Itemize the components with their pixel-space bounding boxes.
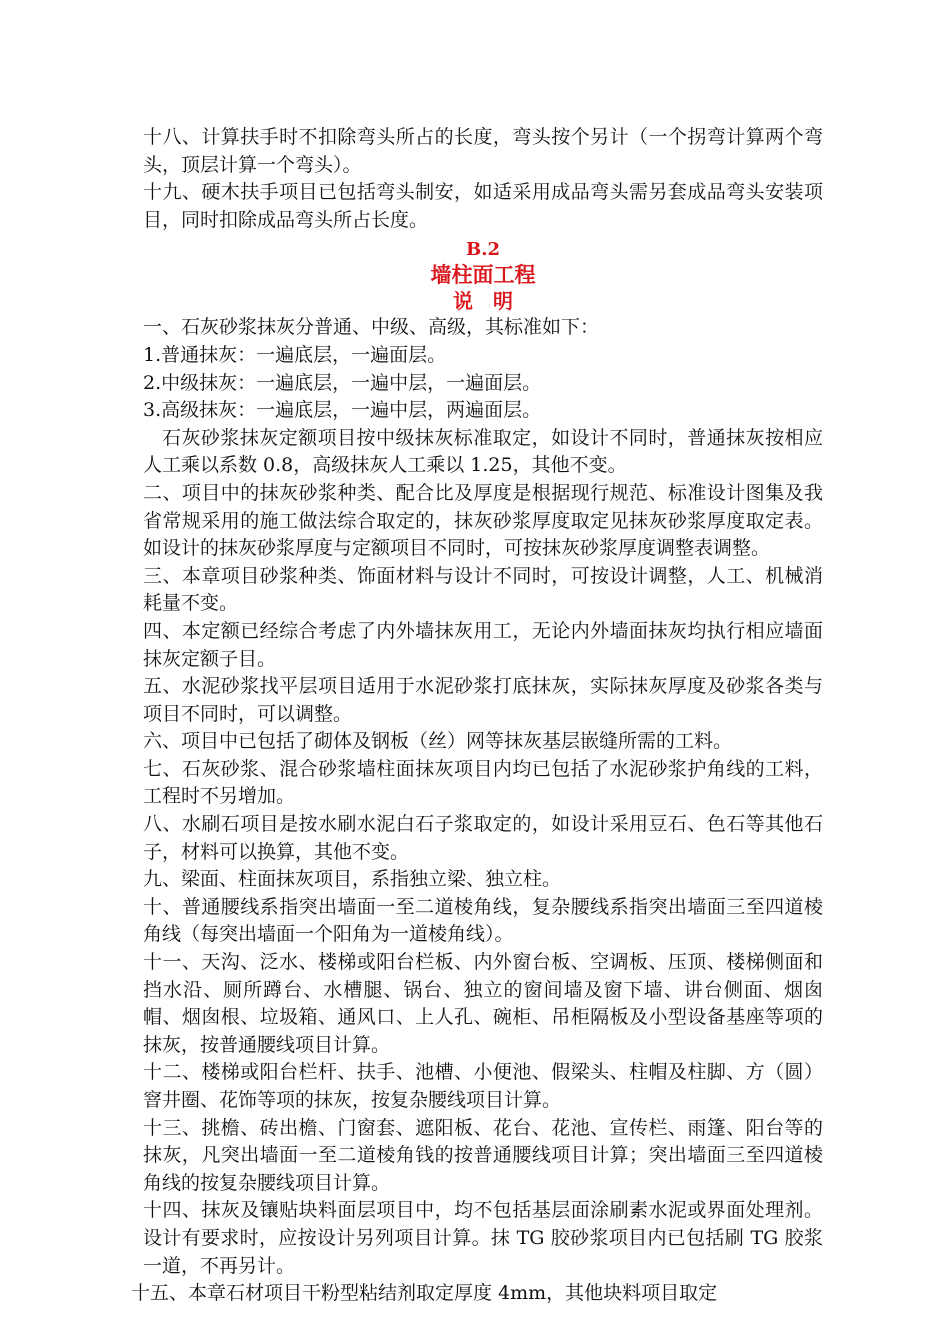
clause-1: 一、石灰砂浆抹灰分普通、中级、高级，其标准如下： xyxy=(143,316,600,339)
clause-3: 三、本章项目砂浆种类、饰面材料与设计不同时，可按设计调整，人工、机械消耗量不变。 xyxy=(143,564,823,615)
clause-15: 十五、本章石材项目干粉型粘结剂取定厚度 4mm，其他块料项目取定 xyxy=(131,1282,718,1305)
clause-14: 十四、抹灰及镶贴块料面层项目中，均不包括基层面涂刷素水泥或界面处理剂。设计有要求时，应按设计另列项目计算。抹 TG 胶砂浆项目内已包括刷 TG 胶浆一道，不再另计。 xyxy=(143,1199,823,1277)
section-title: 墙柱面工程 xyxy=(430,262,536,288)
clause-8: 八、水刷石项目是按水刷水泥白石子浆取定的，如设计采用豆石、色石等其他石子，材料可以换算，其他不变。 xyxy=(143,813,823,863)
clause-13: 十三、挑檐、砖出檐、门窗套、遮阳板、花台、花池、宣传栏、雨篷、阳台等的抹灰，凡突出墙面一至二道棱角钱的按普通腰线项目计算；突出墙面三至四道棱角线的按复杂腰线项目计算。 xyxy=(143,1116,823,1194)
clause-11: 十一、天沟、泛水、楼梯或阳台栏板、内外窗台板、空调板、压顶、楼梯侧面和挡水沿、厕所蹲台、水槽腿、锅台、独立的窗间墙及窗下墙、讲台侧面、烟囱帽、烟囱根、垃圾箱、通风口、上人孔、碗柜、吊柜隔板及小型设备基座等项的抹灰，按普通腰线项目计算。 xyxy=(143,951,823,1056)
clause-2: 二、项目中的抹灰砂浆种类、配合比及厚度是根据现行规范、标准设计图集及我省常规采用的施工做法综合取定的，抹灰砂浆厚度取定见抹灰砂浆厚度取定表。如设计的抹灰砂浆厚度与定额项目不同时，可按抹灰砂浆厚度调整表调整。 xyxy=(143,481,823,560)
section-subtitle: 说明 xyxy=(453,289,533,314)
clause-1-item-1: 1.普通抹灰：一遍底层，一遍面层。 xyxy=(143,343,447,366)
clause-6: 六、项目中已包括了砌体及钢板（丝）网等抹灰基层嵌缝所需的工料。 xyxy=(143,730,733,753)
clause-12: 十二、楼梯或阳台栏杆、扶手、池槽、小便池、假梁头、柱帽及柱脚、方（圆）窨井圈、花饰等项的抹灰，按复杂腰线项目计算。 xyxy=(143,1061,823,1111)
clause-1-item-3: 3.高级抹灰：一遍底层，一遍中层，两遍面层。 xyxy=(143,399,542,422)
clause-7: 七、石灰砂浆、混合砂浆墙柱面抹灰项目内均已包括了水泥砂浆护角线的工料，工程时不另增加。 xyxy=(143,757,823,808)
clause-5: 五、水泥砂浆找平层项目适用于水泥砂浆打底抹灰，实际抹灰厚度及砂浆各类与项目不同时，可以调整。 xyxy=(143,675,823,725)
clause-10: 十、普通腰线系指突出墙面一至二道棱角线，复杂腰线系指突出墙面三至四道棱角线（每突出墙面一个阳角为一道棱角线）。 xyxy=(143,895,823,946)
clause-4: 四、本定额已经综合考虑了内外墙抹灰用工，无论内外墙面抹灰均执行相应墙面抹灰定额子目。 xyxy=(143,619,823,670)
document-body xyxy=(131,124,823,1308)
clause-18: 十八、计算扶手时不扣除弯头所占的长度，弯头按个另计（一个拐弯计算两个弯头，顶层计算一个弯头）。 xyxy=(143,126,823,176)
section-code: B.2 xyxy=(465,239,500,261)
clause-1-note: 石灰砂浆抹灰定额项目按中级抹灰标准取定，如设计不同时，普通抹灰按相应人工乘以系数 0.8，高级抹灰人工乘以 1.25，其他不变。 xyxy=(143,426,823,477)
clause-9: 九、梁面、柱面抹灰项目，系指独立梁、独立柱。 xyxy=(143,868,562,891)
clause-19: 十九、硬木扶手项目已包括弯头制安，如适采用成品弯头需另套成品弯头安装项目，同时扣除成品弯头所占长度。 xyxy=(143,181,823,231)
clause-1-item-2: 2.中级抹灰：一遍底层，一遍中层，一遍面层。 xyxy=(143,371,542,394)
